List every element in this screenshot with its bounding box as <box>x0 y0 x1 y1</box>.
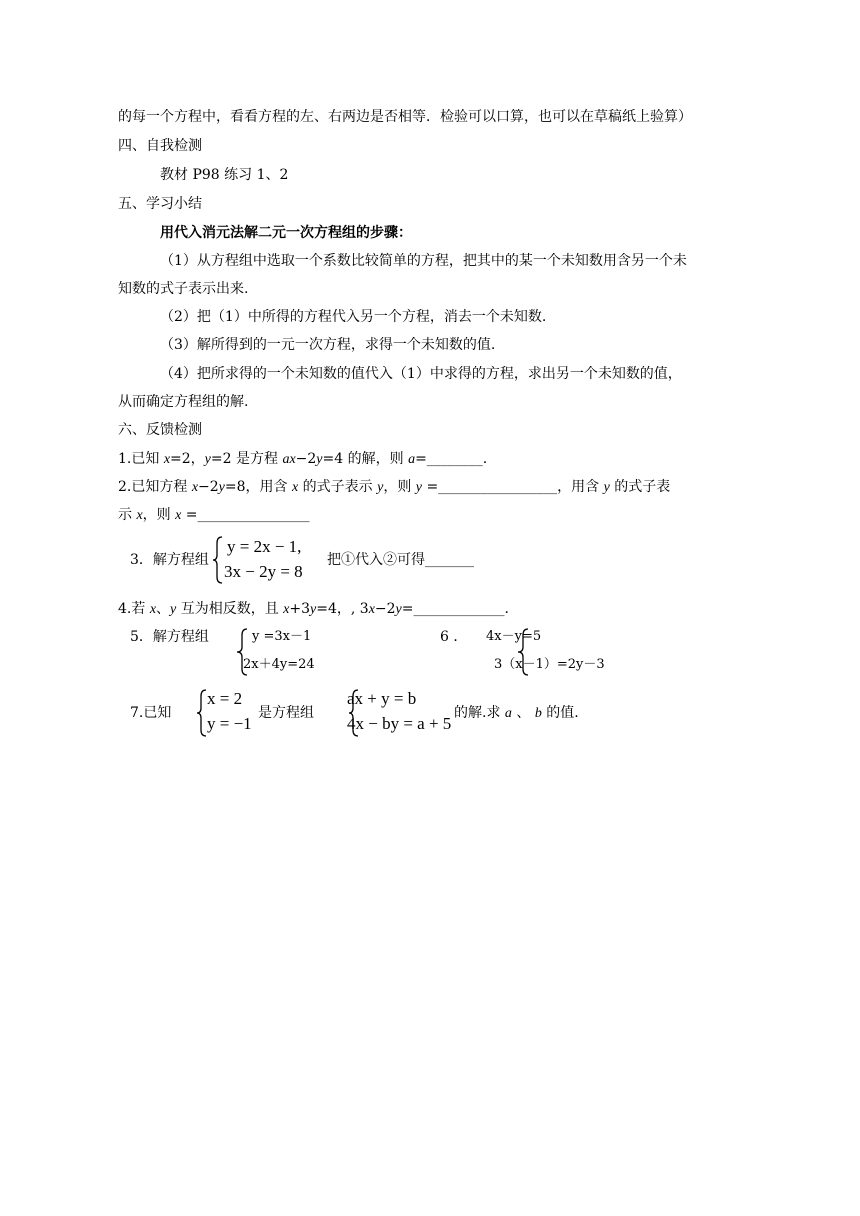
question-7-eq2: 4x − by = a + 5 <box>347 714 452 733</box>
question-6-label: 6 ． <box>440 629 468 645</box>
step-2: （2）把（1）中所得的方程代入另一个方程，消去一个未知数. <box>160 309 547 325</box>
question-3-label: 3．解方程组 <box>130 552 209 568</box>
step-3: （3）解所得到的一元一次方程，求得一个未知数的值. <box>160 337 496 353</box>
question-1: 1.已知 x=2，y=2 是方程 ax−2y=4 的解，则 a=________. <box>118 451 488 467</box>
question-7-label: 7.已知 <box>130 705 172 721</box>
step-4: （4）把所求得的一个未知数的值代入（1）中求得的方程，求出另一个未知数的值， <box>160 366 682 382</box>
question-4: 4.若 x、y 互为相反数，且 x+3y=4，, 3x−2y=_____________. <box>118 601 509 617</box>
question-7-tail: 的解.求 a 、 b 的值. <box>454 705 579 721</box>
text-line: 教材 P98 练习 1、2 <box>160 167 289 183</box>
section-heading-self-check: 四、自我检测 <box>118 138 202 154</box>
left-brace-icon <box>212 536 224 584</box>
question-5-label: 5．解方程组 <box>130 629 209 645</box>
step-1: （1）从方程组中选取一个系数比较简单的方程，把其中的某一个未知数用含另一个未 <box>160 253 687 269</box>
question-7-sol-y: y = −1 <box>207 714 252 733</box>
question-2: 2.已知方程 x−2y=8，用含 x 的式子表示 y，则 y =_________________，用含 y 的式子表 <box>118 479 671 495</box>
question-3-tail: 把①代入②可得_______ <box>327 552 474 568</box>
question-7-mid: 是方程组 <box>258 705 314 721</box>
question-5-eq1: y =3x－1 <box>252 629 312 644</box>
summary-title: 用代入消元法解二元一次方程组的步骤： <box>160 225 412 241</box>
question-2-cont: 示 x，则 x =________________ <box>118 507 310 523</box>
section-heading-feedback: 六、反馈检测 <box>118 422 202 438</box>
question-7-sol-x: x = 2 <box>207 689 243 708</box>
section-heading-summary: 五、学习小结 <box>118 196 202 212</box>
question-7-eq1: ax + y = b <box>347 689 417 708</box>
step-4-cont: 从而确定方程组的解. <box>118 394 249 410</box>
step-1-cont: 知数的式子表示出来. <box>118 281 249 297</box>
question-6-eq1: 4x－y=5 <box>486 629 542 644</box>
question-5-eq2: 2x＋4y=24 <box>243 657 315 672</box>
question-3-eq2: 3x − 2y = 8 <box>224 562 303 581</box>
text-line: 的每一个方程中，看看方程的左、右两边是否相等．检验可以口算，也可以在草稿纸上验算） <box>118 109 692 125</box>
question-3-eq1: y = 2x − 1, <box>227 537 302 556</box>
question-6-eq2: 3（x－1）=2y－3 <box>494 657 605 672</box>
